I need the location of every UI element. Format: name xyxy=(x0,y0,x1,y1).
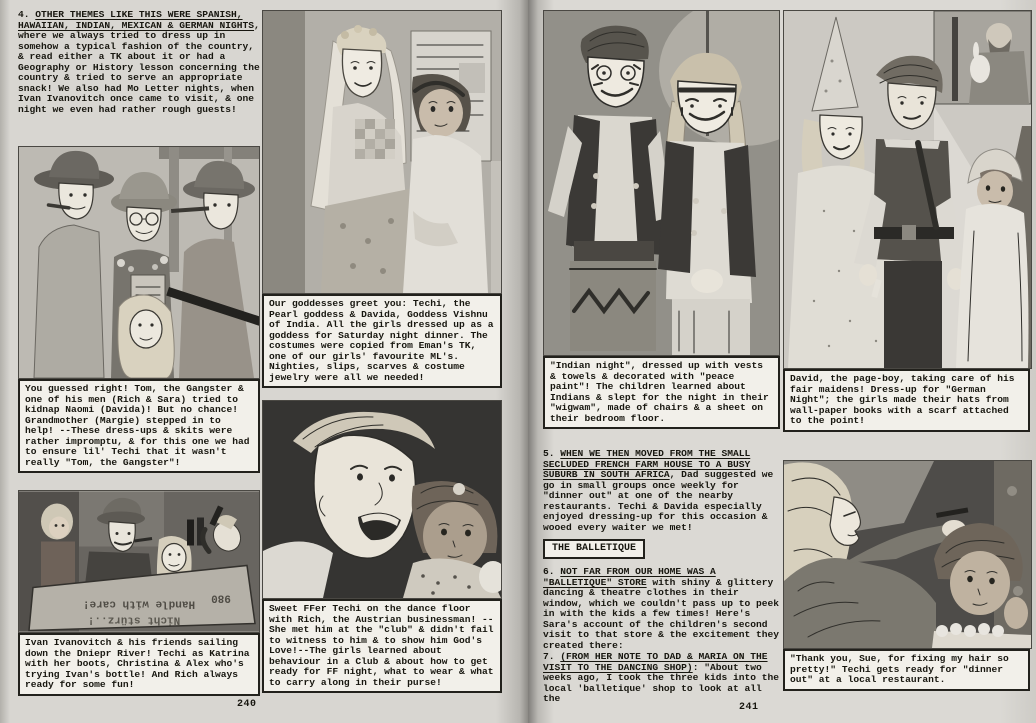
balletique-heading: THE BALLETIQUE xyxy=(543,539,645,559)
photo-dance-floor xyxy=(262,400,502,599)
caption-dance-floor: Sweet FFer Techi on the dance floor with Rich, the Austrian businessman! --She met him at the "club" & didn't fail to witness to him & to show him God's Love!--The girls learned about behaviour in a Club & about how to get ready for FF night, what to wear & what to carry along in their purse! xyxy=(262,599,502,693)
section-7-paragraph xyxy=(543,652,782,705)
section-4-heading: OTHER THEMES LIKE THIS WERE SPANISH, HAWAIIAN, INDIAN, MEXICAN & GERMAN NIGHTS xyxy=(18,9,255,31)
photo-gangster-skit xyxy=(18,146,260,379)
page-number-right: 241 xyxy=(739,702,759,713)
boat-box-text-number: 980 xyxy=(211,591,231,604)
photo-goddess-dressup xyxy=(262,10,502,294)
caption-hair-fixing: "Thank you, Sue, for fixing my hair so pretty!" Techi gets ready for "dinner out" at a local restaurant. xyxy=(783,649,1030,691)
section-5-heading: WHEN WE THEN MOVED FROM THE SMALL SECLUDED FRENCH FARM HOUSE TO A BUSY SUBURB IN SOUTH AFRICA xyxy=(543,448,751,480)
photo-inset-man xyxy=(934,11,1031,104)
boat-box-text-handle: Handle with care! xyxy=(82,597,196,610)
section-7-body: : "About two weeks ago, I took the three kids into the local 'balletique' shop to look at all the xyxy=(543,661,780,704)
section-6-heading: NOT FAR FROM OUR HOME WAS A "BALLETIQUE" STORE xyxy=(543,566,716,588)
caption-gangster-skit: You guessed right! Tom, the Gangster & one of his men (Rich & Sara) tried to kidnap Naomi (Davida)! But no chance! Grandmother (Margie) stepped in to help! --These dress-ups & skits were rather impromptu, & for this one we had to ensure lil' Techi that it wasn't really "Tom, the Gangster"! xyxy=(18,379,260,473)
caption-indian-night: "Indian night", dressed up with vests & towels & decorated with "peace paint"! The children learned about Indians & slept for the night in their "wigwam", made of chairs & a sheet on their bedroom floor. xyxy=(543,356,780,429)
censor-pixelation xyxy=(355,119,395,159)
section-5-paragraph xyxy=(543,449,782,533)
section-4-paragraph xyxy=(18,10,260,115)
section-6-number: 6. xyxy=(543,566,561,577)
section-6-body: with shiny & glittery dancing & theatre clothes in their window, which we couldn't pass up to peek in with the kids a few times! Here's Sara's account of the children's second visit to that store & the excitement they created there: xyxy=(543,576,780,651)
section-5-body: , Dad suggested we go in small groups once weekly for "dinner out" at one of the nearby restaurants. Techi & Davida especially enjoyed dressing-up for this occasion & wooed every waiter we met! xyxy=(543,469,774,533)
caption-goddess-dressup: Our goddesses greet you: Techi, the Pearl goddess & Davida, Goddess Vishnu of India. All the girls dressed up as a goddess for Saturday night dinner. The costumes were copied from Eman's TK, one of our girls' favourite ML's. Nighties, slips, scarves & costume jewelry were all we needed! xyxy=(262,294,502,388)
photo-german-night xyxy=(783,10,1032,369)
section-6-paragraph xyxy=(543,567,782,651)
section-7-number: 7. xyxy=(543,651,561,662)
caption-boat-skit: Ivan Ivanovitch & his friends sailing down the Dniepr River! Techi as Katrina with her boots, Christina & Alex who's trying Ivan's bottle! And Rich always ready for some fun! xyxy=(18,633,260,696)
boat-box-text-nicht: Nicht stürz..! xyxy=(87,613,181,626)
section-7-heading: (FROM HER NOTE TO DAD & MARIA ON THE VISIT TO THE DANCING SHOP) xyxy=(543,651,768,673)
section-4-number: 4. xyxy=(18,9,36,20)
photo-boat-skit xyxy=(18,490,260,633)
section-4-body: , where we always tried to dress up in somehow a typical fashion of the country, & read either a TK about it or had a Geography or History lesson concerning the country & tried to serve an appropriate snack! We also had Mo Letter nights, when Ivan Ivanovitch once came to visit, & one night we even had rather rough guests! xyxy=(18,19,260,115)
section-5-number: 5. xyxy=(543,448,561,459)
page-number-left: 240 xyxy=(237,699,257,710)
photo-indian-night xyxy=(543,10,780,356)
photo-hair-fixing xyxy=(783,460,1032,649)
caption-german-night: David, the page-boy, taking care of his fair maidens! Dress-up for "German Night"; the girls made their hats from wall-paper books with a scarf attached to the point! xyxy=(783,369,1030,432)
